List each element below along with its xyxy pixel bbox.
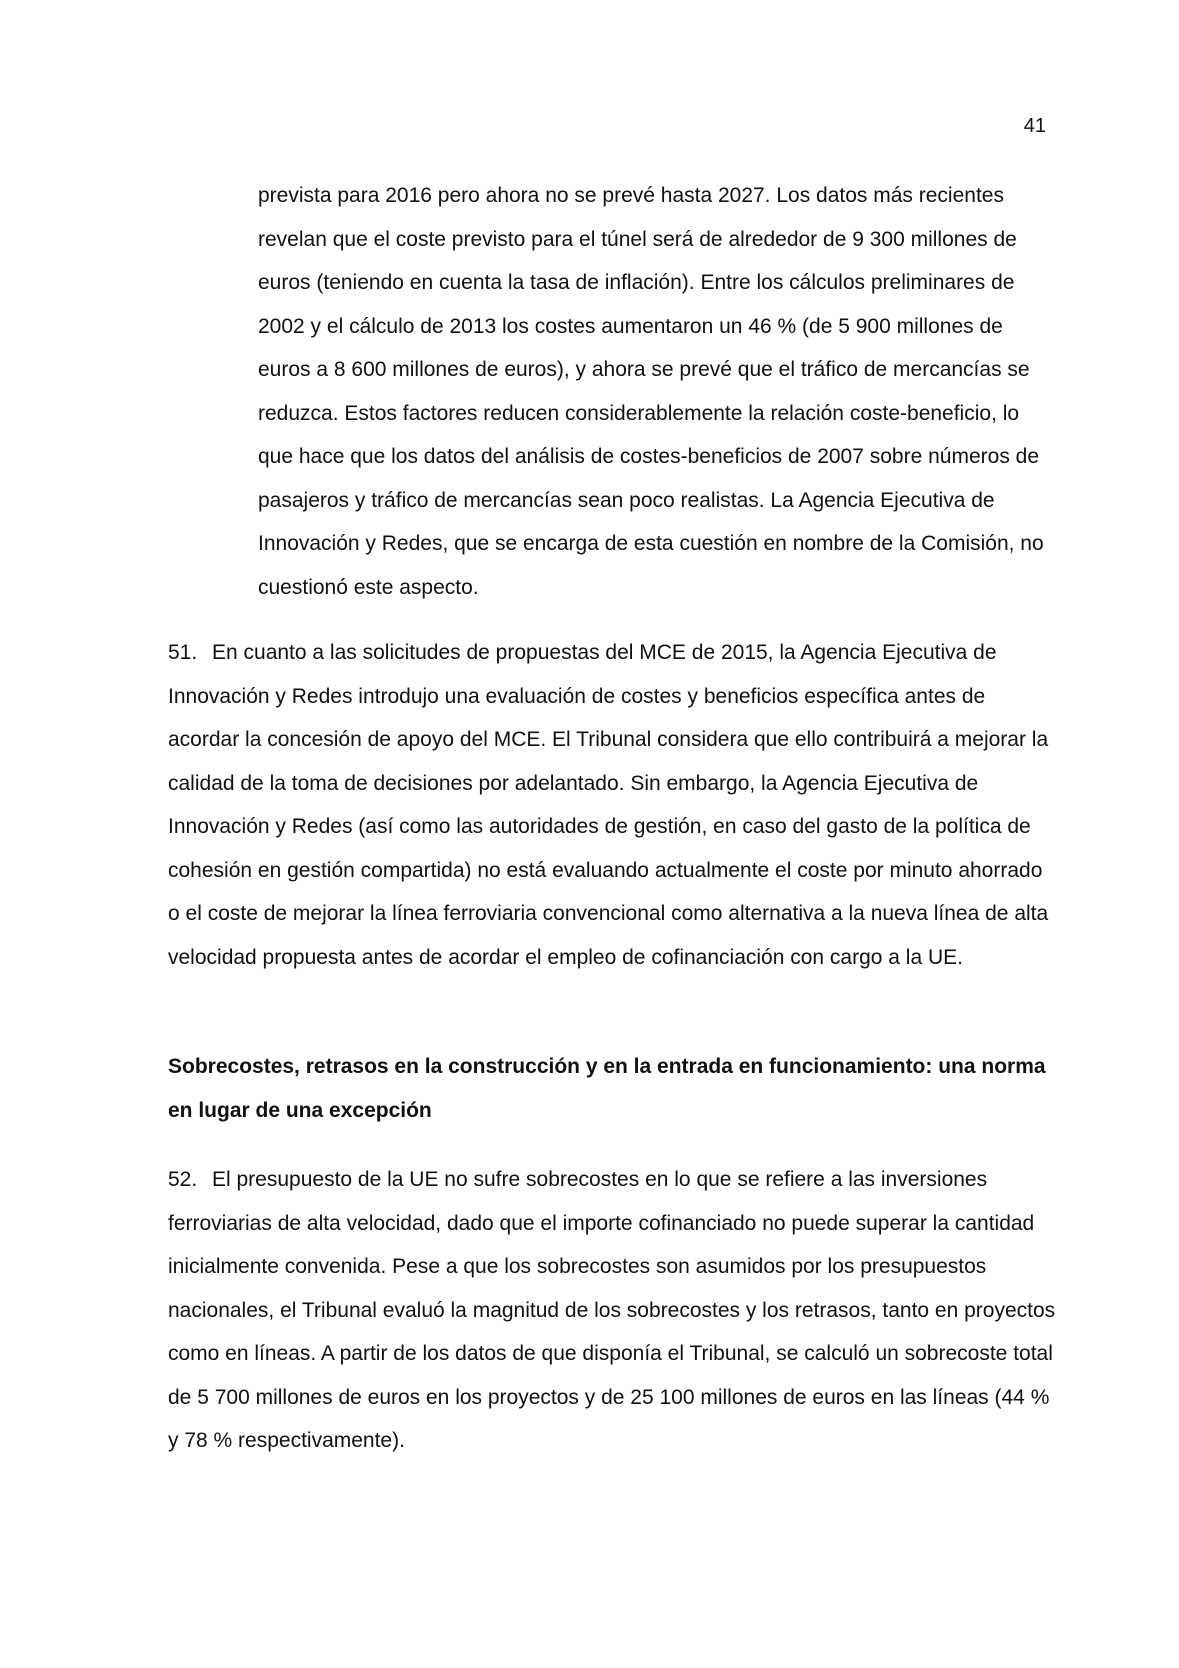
section-heading: Sobrecostes, retrasos en la construcción y en la entrada en funcionamiento: una norma en lugar de una excepción xyxy=(168,1055,1046,1122)
paragraph-number: 52. xyxy=(168,1168,198,1191)
paragraph-51 xyxy=(168,631,1058,979)
continuation-paragraph: prevista para 2016 pero ahora no se prevé hasta 2027. Los datos más recientes revelan que el coste previsto para el túnel será de alrededor de 9 300 millones de euros (teniendo en cuenta la tasa de inflación). Entre los cálculos preliminares de 2002 y el cálculo de 2013 los costes aumentaron un 46 % (de 5 900 millones de euros a 8 600 millones de euros), y ahora se prevé que el tráfico de mercancías se reduzca. Estos factores reducen considerablemente la relación coste-beneficio, lo que hace que los datos del análisis de costes-beneficios de 2007 sobre números de pasajeros y tráfico de mercancías sean poco realistas. La Agencia Ejecutiva de Innovación y Redes, que se encarga de esta cuestión en nombre de la Comisión, no cuestionó este aspecto. xyxy=(258,184,1044,599)
paragraph-text: El presupuesto de la UE no sufre sobrecostes en lo que se refiere a las inversiones ferroviarias de alta velocidad, dado que el importe cofinanciado no puede superar la cantidad inicialmente convenida. Pese a que los sobrecostes son asumidos por los presupuestos nacionales, el Tribunal evaluó la magnitud de los sobrecostes y los retrasos, tanto en proyectos como en líneas. A partir de los datos de que disponía el Tribunal, se calculó un sobrecoste total de 5 700 millones de euros en los proyectos y de 25 100 millones de euros en las líneas (44 % y 78 % respectivamente). xyxy=(168,1168,1056,1452)
page-number: 41 xyxy=(1023,115,1046,137)
paragraph-number: 51. xyxy=(168,641,198,664)
paragraph-52 xyxy=(168,1158,1058,1463)
paragraph-text: En cuanto a las solicitudes de propuestas del MCE de 2015, la Agencia Ejecutiva de Innovación y Redes introdujo una evaluación de costes y beneficios específica antes de acordar la concesión de apoyo del MCE. El Tribunal considera que ello contribuirá a mejorar la calidad de la toma de decisiones por adelantado. Sin embargo, la Agencia Ejecutiva de Innovación y Redes (así como las autoridades de gestión, en caso del gasto de la política de cohesión en gestión compartida) no está evaluando actualmente el coste por minuto ahorrado o el coste de mejorar la línea ferroviaria convencional como alternativa a la nueva línea de alta velocidad propuesta antes de acordar el empleo de cofinanciación con cargo a la UE. xyxy=(168,641,1049,969)
